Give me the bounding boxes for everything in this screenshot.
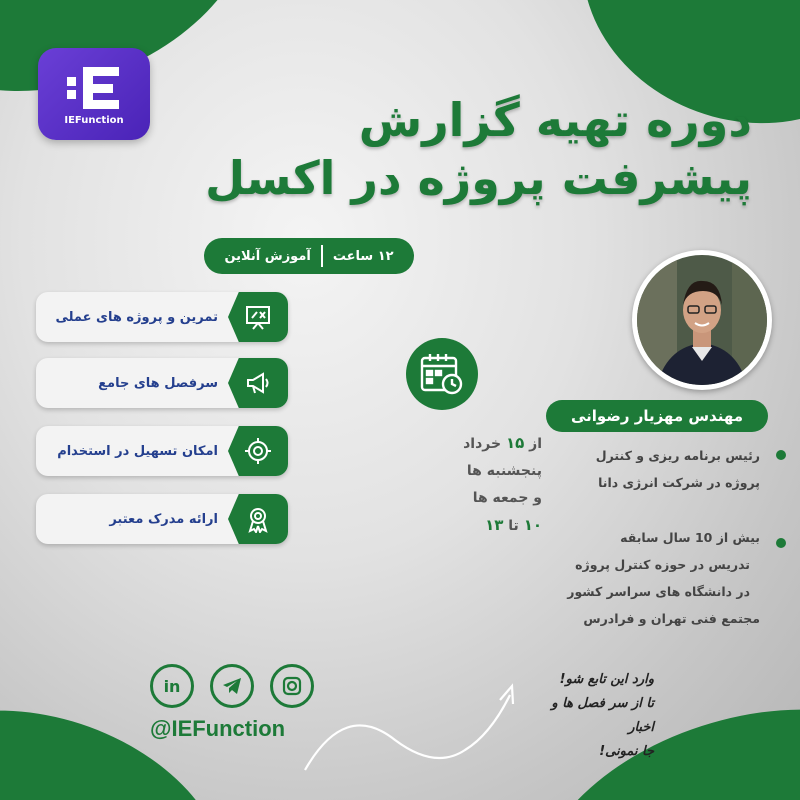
cta-line3: جا نمونی!	[599, 744, 654, 759]
feature-card-employment	[36, 426, 288, 476]
linkedin-icon[interactable]	[150, 664, 194, 708]
telegram-icon[interactable]	[210, 664, 254, 708]
cta-line2: تا از سر فصل ها و اخبار	[551, 696, 654, 735]
feature-card-syllabus	[36, 358, 288, 408]
course-hours: ۱۲ ساعت	[332, 248, 394, 264]
course-schedule	[392, 430, 542, 540]
schedule-time-to: تا	[508, 518, 519, 534]
instructor-name: مهندس مهزیار رضوانی	[546, 400, 768, 432]
bio2-line2: تدریس در حوزه کنترل پروژه	[575, 557, 750, 572]
course-title-line2: پیشرفت پروژه در اکسل	[205, 151, 752, 205]
instructor-photo	[637, 255, 767, 385]
linkedin-text: in	[163, 676, 181, 696]
format-divider	[321, 245, 323, 267]
schedule-days-2: و جمعه ها	[472, 490, 542, 506]
social-handle[interactable]: @IEFunction	[150, 716, 286, 741]
award-badge-icon	[244, 505, 272, 533]
course-mode: آموزش آنلاین	[224, 248, 311, 264]
feature-icon-box	[228, 292, 288, 342]
schedule-time-start: ۱۰	[523, 516, 542, 534]
brand-name: IEFunction	[64, 114, 124, 126]
telegram-glyph	[221, 675, 243, 697]
schedule-start-date	[392, 430, 542, 458]
feature-icon-box	[228, 358, 288, 408]
feature-card-certificate	[36, 494, 288, 544]
feature-label: سرفصل های جامع	[98, 375, 218, 391]
schedule-month: خرداد	[463, 436, 502, 452]
bio2-line3: در دانشگاه های سراسر کشور	[567, 584, 750, 599]
bio1-line1: رئیس برنامه ریزی و کنترل	[595, 448, 760, 463]
target-icon	[244, 437, 272, 465]
schedule-from: از	[529, 436, 542, 452]
instructor-photo-frame	[632, 250, 772, 390]
bio2-line1: بیش از 10 سال سابقه	[620, 530, 760, 545]
instructor-bio-2	[567, 524, 786, 632]
schedule-time	[392, 512, 542, 540]
curved-arrow-icon	[300, 660, 530, 780]
call-to-action	[526, 668, 654, 764]
schedule-time-end: ۱۳	[485, 516, 504, 534]
course-title	[152, 92, 752, 208]
bio1-line2: پروژه در شرکت انرژی دانا	[598, 475, 760, 490]
schedule-days-1: پنجشنبه ها	[466, 463, 542, 479]
feature-label: ارائه مدرک معتبر	[109, 511, 218, 527]
calendar-clock-icon	[418, 350, 466, 398]
calendar-badge	[406, 338, 478, 410]
brand-logo	[38, 48, 150, 140]
feature-icon-box	[228, 494, 288, 544]
cta-line1: وارد این تابع شو!	[559, 672, 654, 687]
course-format-badge	[204, 238, 414, 274]
presentation-board-icon	[244, 303, 272, 331]
feature-card-practice	[36, 292, 288, 342]
feature-label: امکان تسهیل در استخدام	[57, 443, 218, 459]
bio2-line4: مجتمع فنی تهران و فرادرس	[583, 611, 760, 626]
schedule-date-number: ۱۵	[505, 434, 525, 452]
megaphone-icon	[244, 369, 272, 397]
social-links	[150, 664, 314, 708]
feature-label: تمرین و پروژه های عملی	[55, 309, 218, 325]
feature-icon-box	[228, 426, 288, 476]
instructor-bio-1	[596, 442, 786, 496]
course-title-line1: دوره تهیه گزارش	[358, 93, 752, 147]
logo-mark-icon	[63, 63, 125, 113]
